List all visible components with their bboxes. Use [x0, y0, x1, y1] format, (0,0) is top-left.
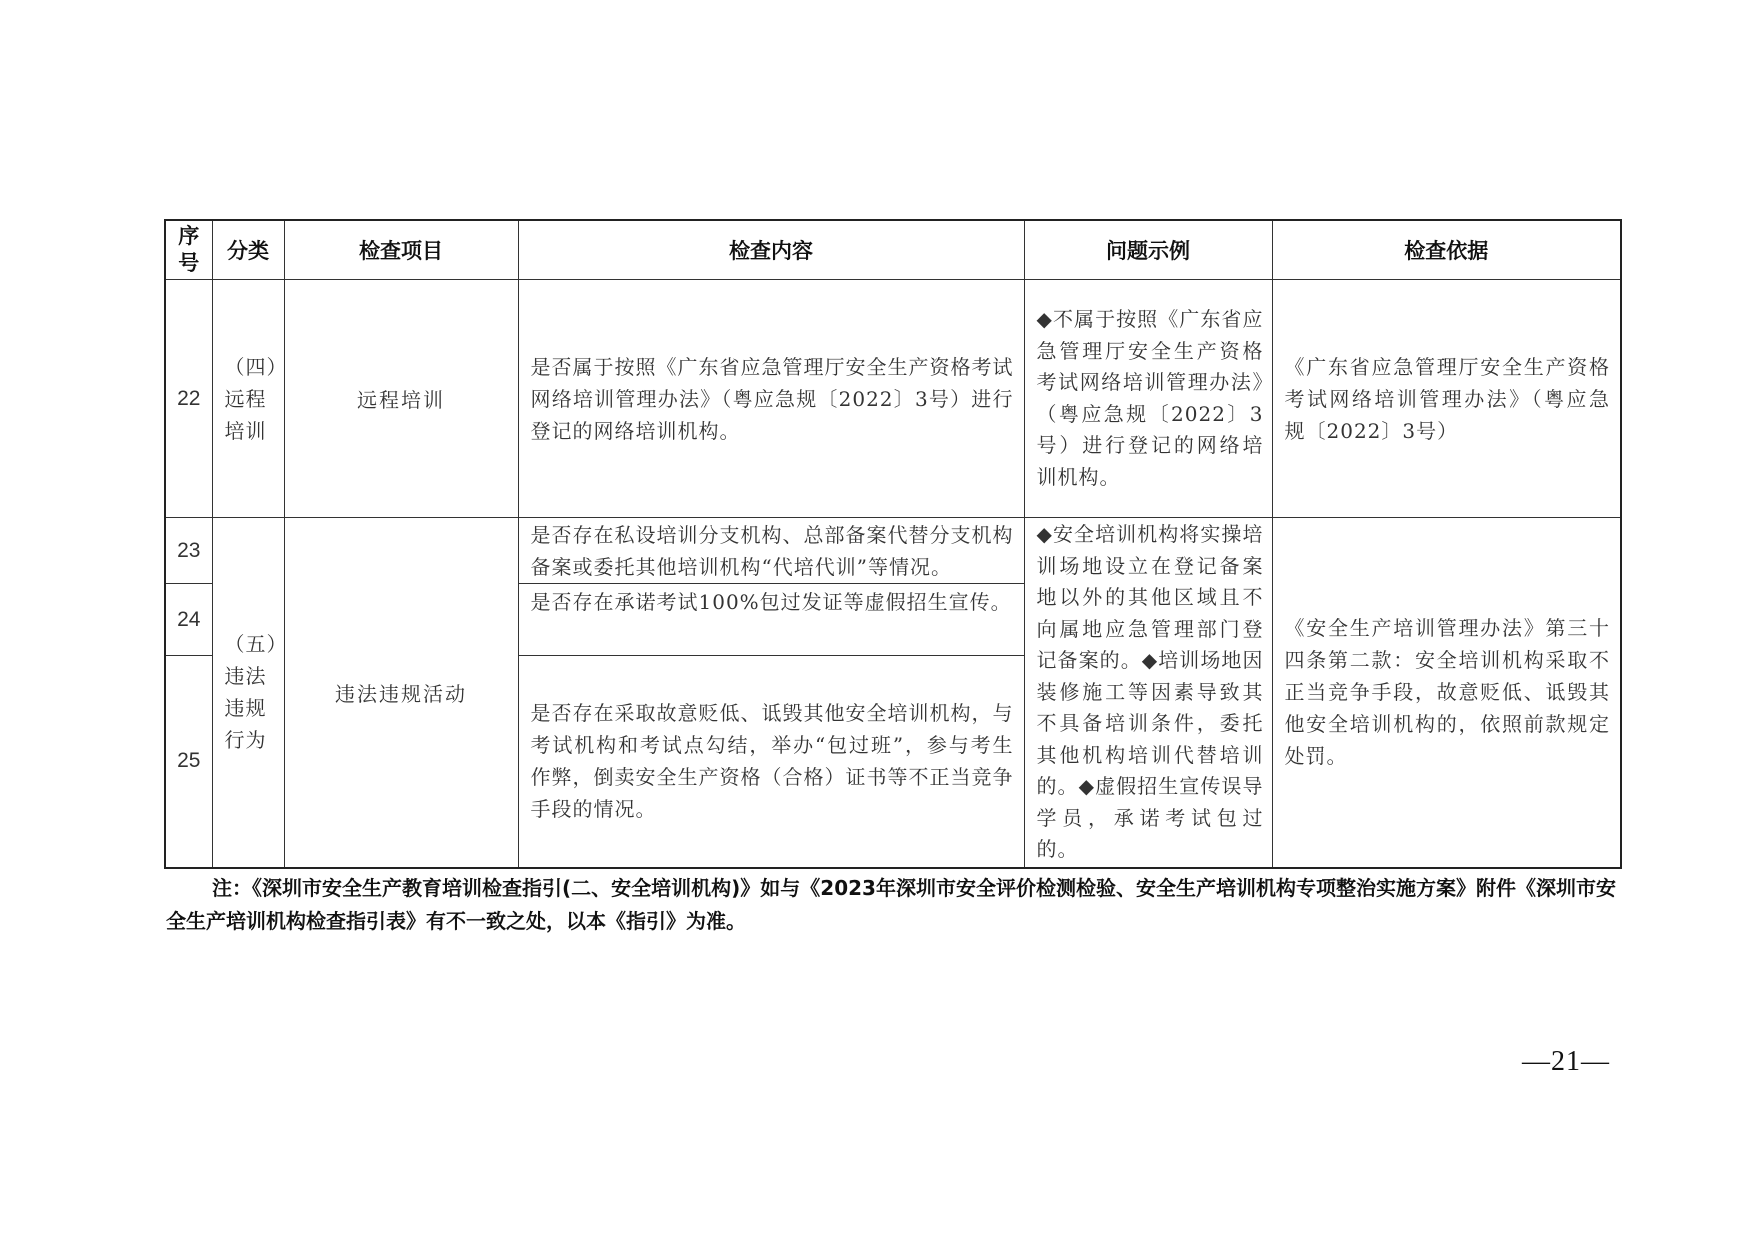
example-bullet: ◆安全培训机构将实操培训场地设立在登记备案地以外的其他区域且不向属地应急管理部门登记备案的。◆培训场地因装修施工等因素导致其不具备培训条件，委托其他机构培训代替培训的。◆虚假招生宣传误导学员，承诺考试包过的。: [1036, 522, 1264, 861]
header-basis: 检查依据: [1272, 220, 1621, 280]
row-item: 远程培训: [284, 280, 518, 518]
row-category: （四）远程培训: [212, 280, 284, 518]
header-content: 检查内容: [518, 220, 1024, 280]
row-content: 是否存在私设培训分支机构、总部备案代替分支机构备案或委托其他培训机构“代培代训”等情况。: [518, 518, 1024, 584]
row-number: 23: [165, 518, 212, 584]
header-seq: 序号: [165, 220, 212, 280]
row-number: 25: [165, 656, 212, 868]
inspection-guide-table: [164, 219, 1622, 869]
row-content: 是否存在采取故意贬低、诋毁其他安全培训机构，与考试机构和考试点勾结，举办“包过班”，参与考生作弊，倒卖安全生产资格（合格）证书等不正当竞争手段的情况。: [518, 656, 1024, 868]
header-category: 分类: [212, 220, 284, 280]
row-example: ◆不属于按照《广东省应急管理厅安全生产资格考试网络培训管理办法》（粤应急规〔2022〕3号）进行登记的网络培训机构。: [1024, 280, 1272, 518]
row-content: 是否属于按照《广东省应急管理厅安全生产资格考试网络培训管理办法》（粤应急规〔2022〕3号）进行登记的网络培训机构。: [518, 280, 1024, 518]
page-number: —21—: [1522, 1046, 1610, 1077]
table-row: [165, 280, 1621, 518]
row-content: 是否存在承诺考试100%包过发证等虚假招生宣传。: [518, 584, 1024, 656]
row-item: 违法违规活动: [284, 518, 518, 868]
footnote: 注：《深圳市安全生产教育培训检查指引(二、安全培训机构)》如与《2023年深圳市安全评价检测检验、安全生产培训机构专项整治实施方案》附件《深圳市安全生产培训机构检查指引表》有不一致之处，以本《指引》为准。: [166, 876, 1616, 933]
row-basis: 《安全生产培训管理办法》第三十四条第二款：安全培训机构采取不正当竞争手段，故意贬低、诋毁其他安全培训机构的，依照前款规定处罚。: [1272, 518, 1621, 868]
header-example: 问题示例: [1024, 220, 1272, 280]
table-row: [165, 518, 1621, 584]
table-header-row: [165, 220, 1621, 280]
row-number: 24: [165, 584, 212, 656]
row-example: [1024, 518, 1272, 868]
header-item: 检查项目: [284, 220, 518, 280]
row-number: 22: [165, 280, 212, 518]
row-category: （五）违法违规行为: [212, 518, 284, 868]
row-basis: 《广东省应急管理厅安全生产资格考试网络培训管理办法》（粤应急规〔2022〕3号）: [1272, 280, 1621, 518]
